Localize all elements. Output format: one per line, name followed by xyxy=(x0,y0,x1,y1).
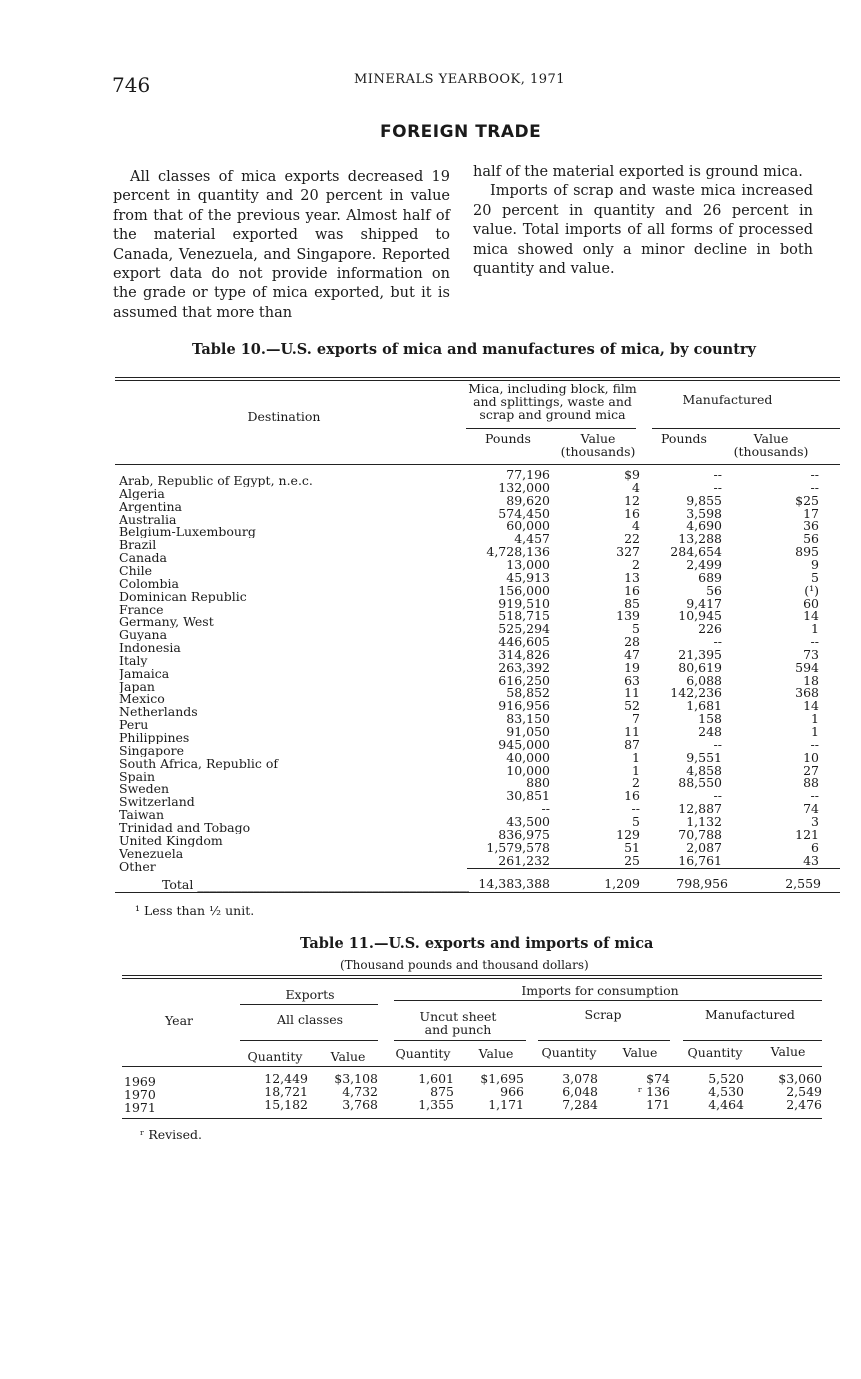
table-row-destination: France _____ xyxy=(119,603,469,616)
table-cell-m-val: -- xyxy=(810,479,819,495)
table-cell-lbs: 880 xyxy=(526,775,550,791)
table-cell-m-val: 43 xyxy=(803,852,819,868)
table-cell-val: 51 xyxy=(624,839,640,855)
scrap-value-header: Value xyxy=(622,1045,658,1060)
table-cell-lbs: 919,510 xyxy=(498,595,550,611)
table-cell-m-val: 27 xyxy=(803,762,819,778)
table-cell-e-v: 4,732 xyxy=(342,1084,378,1099)
table-cell-m-lbs: 70,788 xyxy=(678,826,722,842)
table-cell-m-v: 2,549 xyxy=(786,1084,822,1099)
table-cell-m-lbs: 6,088 xyxy=(686,672,722,688)
table-10-footnote: ¹ Less than ½ unit. xyxy=(135,903,255,918)
table-cell-m-val: 17 xyxy=(803,505,819,521)
table-cell-lbs: 945,000 xyxy=(498,736,550,752)
table-cell-m-val: 1 xyxy=(811,711,819,727)
table-cell-s-q: 7,284 xyxy=(562,1097,598,1112)
table-row-destination: Other _____ xyxy=(119,860,469,873)
table-cell-u-q: 1,601 xyxy=(418,1071,454,1086)
table-cell-lbs: -- xyxy=(541,801,550,817)
table-cell-e-v: $3,108 xyxy=(334,1071,378,1086)
table-cell-m-lbs: 4,858 xyxy=(686,762,722,778)
paragraph-1-right: half of the material exported is ground mica. xyxy=(473,164,803,180)
table-row-year: 1970 _____ xyxy=(124,1088,239,1101)
table-cell-m-lbs: 16,761 xyxy=(678,852,722,868)
table-cell-m-lbs: 9,551 xyxy=(686,749,722,765)
table-cell-m-val: 3 xyxy=(811,813,819,829)
table-11-caption: Table 11.—U.S. exports and imports of mica xyxy=(300,935,654,952)
table-cell-m-val: 5 xyxy=(811,569,819,585)
table-cell-m-v: $3,060 xyxy=(778,1071,822,1086)
table-11-footnote: ʳ Revised. xyxy=(140,1127,202,1142)
table-row-destination: Netherlands _____ xyxy=(119,705,469,718)
paragraph-2: Imports of scrap and waste mica increased 20 percent in quantity and 26 percent in value. Total imports of all forms of processed mica showed only a minor decline in both quantity and value. xyxy=(473,183,813,278)
mica-group-header: Mica, including block, film and splittings, waste and scrap and ground mica xyxy=(468,381,637,422)
imports-header: Imports for consumption xyxy=(521,983,679,998)
table-cell-m-val: 56 xyxy=(803,531,819,547)
table-cell-val: 1 xyxy=(632,762,640,778)
table-cell-m-val: 14 xyxy=(803,698,819,714)
table-cell-m-q: 5,520 xyxy=(708,1071,744,1086)
table-cell-val: 12 xyxy=(624,492,640,508)
table-cell-s-v: $74 xyxy=(646,1071,670,1086)
manufactured-value-header-t11: Value xyxy=(770,1044,806,1059)
table-cell-val: 139 xyxy=(616,608,640,624)
manufactured-pounds-header: Pounds xyxy=(661,431,707,446)
table-cell-lbs: 4,728,136 xyxy=(486,544,550,560)
table-cell-m-lbs: 158 xyxy=(698,711,722,727)
table-row-destination: Singapore _____ xyxy=(119,744,469,757)
table-row-destination: Algeria _____ xyxy=(119,487,469,500)
table-cell-m-val: $25 xyxy=(795,492,819,508)
table-cell-m-lbs: 1,681 xyxy=(686,698,722,714)
table-cell-val: $9 xyxy=(624,467,640,482)
table-cell-m-lbs: 248 xyxy=(698,724,722,739)
table-cell-m-val: 368 xyxy=(795,685,819,701)
table-cell-lbs: 10,000 xyxy=(506,762,550,778)
table-row-destination: Argentina _____ xyxy=(119,500,469,513)
table-row-destination: Dominican Republic _____ xyxy=(119,590,469,603)
table-cell-m-lbs: -- xyxy=(713,467,722,482)
table-cell-val: 1 xyxy=(632,749,640,765)
scrap-quantity-header: Quantity xyxy=(541,1045,597,1060)
table-cell-m-lbs: 142,236 xyxy=(670,685,722,701)
table-cell-m-val: 121 xyxy=(795,826,819,842)
text-column-left xyxy=(113,168,450,323)
table-cell-lbs: 89,620 xyxy=(506,492,550,508)
table-row-destination: Philippines _____ xyxy=(119,731,469,744)
table-cell-m-val: 6 xyxy=(811,839,819,855)
table-cell-val: 2 xyxy=(632,775,640,791)
table-cell-val: 4 xyxy=(632,518,640,534)
table-cell-m-lbs: -- xyxy=(713,788,722,804)
table-cell-m-v: 2,476 xyxy=(786,1097,822,1112)
all-classes-header: All classes xyxy=(276,1012,344,1027)
table-cell-lbs: 13,000 xyxy=(506,556,550,572)
table-cell-lbs: 77,196 xyxy=(506,467,550,482)
total-pounds: 14,383,388 xyxy=(478,876,550,891)
exports-quantity-header: Quantity xyxy=(247,1049,303,1064)
table-cell-val: 85 xyxy=(624,595,640,611)
table-cell-val: -- xyxy=(631,801,640,817)
text-column-right xyxy=(473,163,813,279)
table-row-year: 1971 _____ xyxy=(124,1101,239,1114)
table-cell-val: 28 xyxy=(624,634,640,650)
table-cell-m-val: 60 xyxy=(803,595,819,611)
table-cell-lbs: 836,975 xyxy=(498,826,550,842)
table-cell-lbs: 91,050 xyxy=(506,724,550,739)
table-cell-m-lbs: 9,855 xyxy=(686,492,722,508)
table-cell-m-lbs: 4,690 xyxy=(686,518,722,534)
table-cell-m-lbs: 2,499 xyxy=(686,556,722,572)
table-cell-val: 87 xyxy=(624,736,640,752)
table-cell-val: 11 xyxy=(624,685,640,701)
manufactured-value-header: Value (thousands) xyxy=(733,431,809,459)
table-cell-m-val: -- xyxy=(810,467,819,482)
table-row-destination: United Kingdom _____ xyxy=(119,834,469,847)
table-cell-m-lbs: 80,619 xyxy=(678,659,722,675)
table-row-destination: Peru _____ xyxy=(119,718,469,731)
table-cell-lbs: 45,913 xyxy=(506,569,550,585)
table-cell-lbs: 314,826 xyxy=(498,646,550,662)
table-cell-m-lbs: 1,132 xyxy=(686,813,722,829)
table-cell-m-lbs: 689 xyxy=(698,569,722,585)
table-row-destination: Colombia _____ xyxy=(119,577,469,590)
table-cell-m-lbs: -- xyxy=(713,634,722,650)
table-cell-s-v: 171 xyxy=(646,1097,670,1112)
table-cell-m-lbs: 226 xyxy=(698,621,722,637)
table-cell-m-lbs: 12,887 xyxy=(678,801,722,817)
table-cell-lbs: 43,500 xyxy=(506,813,550,829)
table-cell-m-lbs: 9,417 xyxy=(686,595,722,611)
table-row-destination: Australia _____ xyxy=(119,513,469,526)
table-cell-m-val: -- xyxy=(810,736,819,752)
exports-value-header: Value xyxy=(330,1049,366,1064)
table-row-destination: Venezuela _____ xyxy=(119,847,469,860)
year-header: Year xyxy=(165,1013,193,1028)
table-cell-m-lbs: 284,654 xyxy=(670,544,722,560)
table-row-destination: Italy _____ xyxy=(119,654,469,667)
table-cell-m-lbs: 3,598 xyxy=(686,505,722,521)
table-cell-lbs: 616,250 xyxy=(498,672,550,688)
table-cell-u-q: 875 xyxy=(430,1084,454,1099)
table-cell-lbs: 4,457 xyxy=(514,531,550,547)
manufactured-header: Manufactured xyxy=(705,1007,795,1022)
pounds-header: Pounds xyxy=(485,431,531,446)
table-row-destination: Chile _____ xyxy=(119,564,469,577)
table-cell-lbs: 58,852 xyxy=(506,685,550,701)
table-cell-lbs: 518,715 xyxy=(498,608,550,624)
table-cell-m-val: 88 xyxy=(803,775,819,791)
table-cell-m-lbs: 21,395 xyxy=(678,646,722,662)
table-cell-u-v: 966 xyxy=(500,1084,524,1099)
uncut-value-header: Value xyxy=(478,1046,514,1061)
table-cell-e-v: 3,768 xyxy=(342,1097,378,1112)
table-cell-val: 5 xyxy=(632,621,640,637)
section-title: FOREIGN TRADE xyxy=(380,122,542,142)
table-cell-val: 2 xyxy=(632,556,640,572)
table-cell-m-val: 594 xyxy=(795,659,819,675)
uncut-sheet-header: Uncut sheet and punch xyxy=(419,1009,497,1037)
table-cell-lbs: 83,150 xyxy=(506,711,550,727)
table-cell-val: 327 xyxy=(616,544,640,560)
table-cell-val: 129 xyxy=(616,826,640,842)
table-cell-lbs: 60,000 xyxy=(506,518,550,534)
table-cell-m-lbs: 56 xyxy=(706,582,722,598)
page-number: 746 xyxy=(112,73,151,97)
table-cell-lbs: 916,956 xyxy=(498,698,550,714)
table-cell-val: 47 xyxy=(624,646,640,662)
running-title: MINERALS YEARBOOK, 1971 xyxy=(354,72,566,87)
total-manufactured-value: 2,559 xyxy=(785,876,821,891)
table-cell-s-q: 3,078 xyxy=(562,1071,598,1086)
table-cell-lbs: 156,000 xyxy=(498,582,550,598)
table-cell-m-val: 895 xyxy=(795,544,819,560)
total-value: 1,209 xyxy=(604,876,640,891)
table-row-destination: Taiwan _____ xyxy=(119,808,469,821)
table-cell-val: 25 xyxy=(624,852,640,868)
table-cell-m-val: 18 xyxy=(803,672,819,688)
table-cell-val: 16 xyxy=(624,582,640,598)
table-cell-lbs: 525,294 xyxy=(498,621,550,637)
table-cell-m-lbs: -- xyxy=(713,479,722,495)
destination-header: Destination xyxy=(247,409,321,424)
table-row-destination: Trinidad and Tobago _____ xyxy=(119,821,469,834)
table-cell-lbs: 1,579,578 xyxy=(486,839,550,855)
table-cell-m-val: 9 xyxy=(811,556,819,572)
table-row-destination: Germany, West _____ xyxy=(119,615,469,628)
table-row-destination: Arab, Republic of Egypt, n.e.c. _____ xyxy=(119,474,469,487)
table-cell-m-val: 14 xyxy=(803,608,819,624)
table-cell-val: 19 xyxy=(624,659,640,675)
table-cell-lbs: 446,605 xyxy=(498,634,550,650)
value-header: Value (thousands) xyxy=(560,431,636,459)
table-cell-m-val: 74 xyxy=(803,801,819,817)
table-cell-u-v: $1,695 xyxy=(480,1071,524,1086)
table-cell-m-val: 1 xyxy=(811,621,819,637)
table-cell-m-val: (¹) xyxy=(804,582,819,598)
paragraph-1-left: All classes of mica exports decreased 19 percent in quantity and 20 percent in value from that of the previous year. Almost half of the material exported was shipped to Canada, Venezuela, and Singapore. Reported export data do not provide information on the grade or type of mica exported, but it is assumed that more than xyxy=(113,169,450,321)
table-row-destination: Indonesia _____ xyxy=(119,641,469,654)
table-cell-m-val: 10 xyxy=(803,749,819,765)
scrap-header: Scrap xyxy=(584,1007,622,1022)
table-cell-e-q: 18,721 xyxy=(264,1084,308,1099)
table-cell-val: 5 xyxy=(632,813,640,829)
table-row-destination: Guyana _____ xyxy=(119,628,469,641)
table-cell-m-val: 73 xyxy=(803,646,819,662)
table-cell-lbs: 263,392 xyxy=(498,659,550,675)
table-cell-val: 13 xyxy=(624,569,640,585)
table-cell-u-v: 1,171 xyxy=(488,1097,524,1112)
table-10-caption: Table 10.—U.S. exports of mica and manufactures of mica, by country xyxy=(192,341,756,358)
table-cell-u-q: 1,355 xyxy=(418,1097,454,1112)
table-cell-val: 22 xyxy=(624,531,640,547)
uncut-quantity-header: Quantity xyxy=(395,1046,451,1061)
table-cell-m-lbs: -- xyxy=(713,736,722,752)
table-cell-m-q: 4,530 xyxy=(708,1084,744,1099)
table-cell-lbs: 30,851 xyxy=(506,788,550,804)
manufactured-group-header: Manufactured xyxy=(682,392,773,407)
table-11-subtitle: (Thousand pounds and thousand dollars) xyxy=(340,958,589,972)
table-cell-m-lbs: 2,087 xyxy=(686,839,722,855)
table-cell-m-val: -- xyxy=(810,788,819,804)
table-row-destination: Switzerland _____ xyxy=(119,795,469,808)
table-cell-m-q: 4,464 xyxy=(708,1097,744,1112)
table-cell-e-q: 15,182 xyxy=(264,1097,308,1112)
table-cell-m-val: -- xyxy=(810,634,819,650)
table-row-destination: Sweden _____ xyxy=(119,782,469,795)
table-row-year: 1969 _____ xyxy=(124,1075,239,1088)
table-cell-m-lbs: 13,288 xyxy=(678,531,722,547)
table-cell-m-lbs: 88,550 xyxy=(678,775,722,791)
table-cell-val: 11 xyxy=(624,724,640,739)
table-row-destination: Japan _____ xyxy=(119,680,469,693)
table-cell-lbs: 40,000 xyxy=(506,749,550,765)
table-cell-s-q: 6,048 xyxy=(562,1084,598,1099)
table-row-destination: Belgium-Luxembourg _____ xyxy=(119,525,469,538)
table-cell-val: 16 xyxy=(624,505,640,521)
table-cell-lbs: 261,232 xyxy=(498,852,550,868)
table-row-destination: Spain _____ xyxy=(119,770,469,783)
table-cell-val: 7 xyxy=(632,711,640,727)
table-cell-val: 52 xyxy=(624,698,640,714)
table-cell-m-val: 36 xyxy=(803,518,819,534)
table-cell-e-q: 12,449 xyxy=(264,1071,308,1086)
table-row-destination: Canada _____ xyxy=(119,551,469,564)
table-row-destination: Brazil _____ xyxy=(119,538,469,551)
table-row-destination: South Africa, Republic of _____ xyxy=(119,757,469,770)
table-cell-m-lbs: 10,945 xyxy=(678,608,722,624)
table-row-destination: Jamaica _____ xyxy=(119,667,469,680)
manufactured-quantity-header: Quantity xyxy=(687,1045,743,1060)
total-manufactured-pounds: 798,956 xyxy=(676,876,728,891)
table-cell-val: 4 xyxy=(632,479,640,495)
table-cell-val: 63 xyxy=(624,672,640,688)
total-label: Total _____ xyxy=(162,877,469,892)
table-cell-lbs: 574,450 xyxy=(498,505,550,521)
exports-header: Exports xyxy=(285,987,335,1002)
table-cell-val: 16 xyxy=(624,788,640,804)
table-cell-s-v: ʳ 136 xyxy=(637,1084,670,1099)
table-cell-lbs: 132,000 xyxy=(498,479,550,495)
table-cell-m-val: 1 xyxy=(811,724,819,739)
table-row-destination: Mexico _____ xyxy=(119,692,469,705)
